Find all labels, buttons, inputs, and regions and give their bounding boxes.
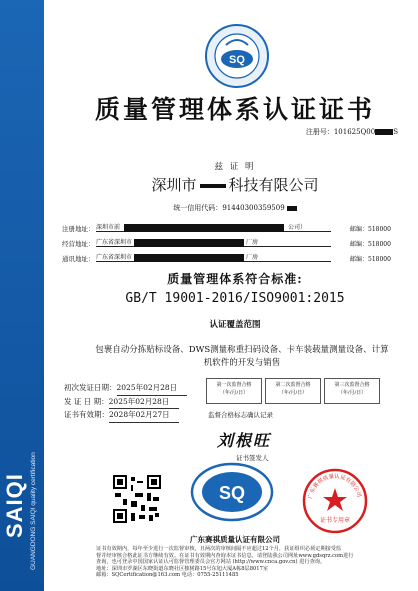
certificate-title: 质量管理体系认证证书 [94, 95, 375, 124]
date-row: 发 证 日 期：2025年02月28日 [64, 396, 187, 410]
postal-mailing: 邮编：518000 [350, 256, 391, 263]
standard-code: GB/T 19001-2016/ISO9001:2015 [125, 291, 345, 306]
address-mailing: 广东省深圳市 厂房 [96, 252, 331, 262]
date-row: 证书有效期：2028年02月27日 [64, 409, 187, 423]
footer-notes [96, 546, 406, 579]
star-icon [323, 488, 347, 511]
company-name: 深圳市 科技有限公司 [151, 176, 319, 194]
address-label-business: 经营地址： [62, 240, 95, 248]
surveillance-box-2: 第二次监督合格 （年/月/日） [265, 378, 321, 404]
sidebar-subtitle: GUANGDONG SAIQI quality certification [30, 452, 37, 570]
footer-line: 证书有效期内，每年至少进行一次监督审核，且两次的审核间隔不应超过12个月，获证组织必须定期接受监 [96, 546, 342, 552]
attest-heading: 兹 证 明 [214, 162, 256, 172]
logo-top-text: SQ [229, 54, 245, 66]
seal-ring-text: 广东赛祺质量认证有限公司 [307, 473, 362, 500]
footer-line: 查询，也可登录中国国家认证认可监督管理委员会官方网站 (http://www.cnca.gov.cn) 进行查询。 [96, 559, 326, 565]
credit-code: 统一信用代码：91440300359509 [60, 203, 410, 213]
address-label-registered: 注册地址： [62, 225, 95, 233]
sidebar-brand: SAIQI [2, 473, 27, 538]
official-seal [302, 468, 368, 534]
registration-number: 注册号：101625Q00 S [305, 128, 398, 136]
sq-logo-top [204, 23, 270, 89]
signature: 刘根旺 [217, 431, 272, 450]
scope-text: 包裹自动分拣贴标设备、DWS测量称重扫码设备、卡车装载量测量设备、计算机软件的开发与销售 [95, 345, 389, 368]
scope-title: 认证覆盖范围 [209, 320, 261, 330]
surveillance-box-3: 第三次监督合格 （年/月/日） [324, 378, 380, 404]
surveillance-box-1: 第一次监督合格 （年/月/日） [206, 378, 262, 404]
sq-logo-center [189, 460, 275, 524]
issuer-name: 广东赛祺质量认证有限公司 [190, 535, 280, 544]
postal-business: 邮编：518000 [350, 241, 391, 248]
conformity-heading: 质量管理体系符合标准: [167, 272, 303, 286]
surveillance-mark-label: 监督合格标志确认记录 [208, 411, 273, 419]
seal-center-text: 证书专用章 [319, 517, 351, 524]
address-label-mailing: 通讯地址： [62, 255, 95, 263]
address-registered: 深圳市前 公司） [96, 222, 331, 232]
address-business: 广东省深圳市 厂房 [96, 237, 331, 247]
footer-line: 地址：深圳市罗湖区东晓街道东晓社区独树路15号东旭大厦A栋8层8017室 [96, 565, 269, 572]
signer-label: 证书签发人 [236, 454, 269, 462]
center-logo-text: SQ [218, 483, 246, 503]
postal-registered: 邮编：518000 [350, 226, 391, 233]
date-row: 初次发证日期：2025年02月28日 [64, 382, 187, 396]
footer-line: 督并经审核合格此证书方继续有效。在证书有效期内查询本证书信息，请登陆我公司网址www.gdsqrz.com进行 [96, 552, 354, 559]
footer-line: 邮箱：SQCertification@163.com 电话：0755-25111485 [96, 572, 239, 578]
qr-code-icon [113, 475, 161, 523]
dates-block [64, 382, 187, 423]
